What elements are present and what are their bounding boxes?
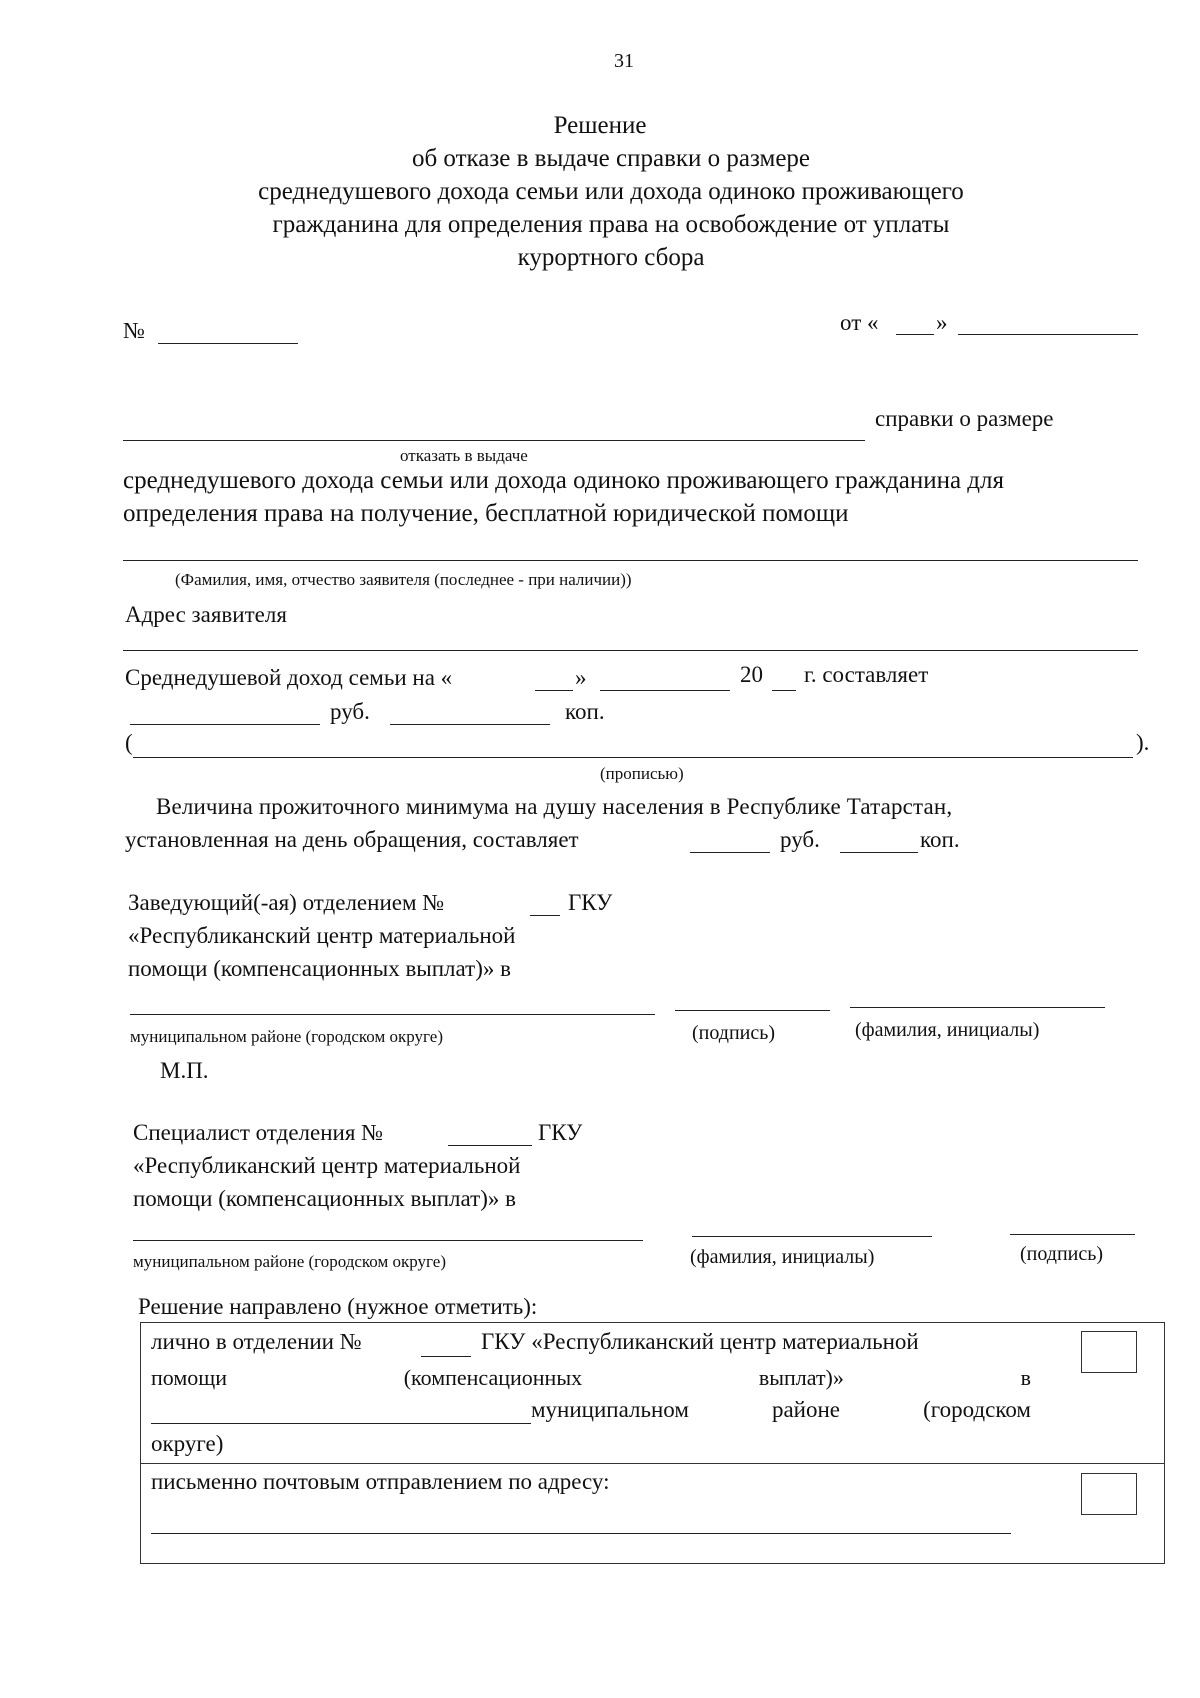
option1-line1: лично в отделении № — [151, 1329, 362, 1354]
option1-line2-word: в — [1020, 1365, 1031, 1390]
delivery-options-box — [140, 1322, 1165, 1564]
income-prefix: Среднедушевой доход семьи на « — [125, 665, 453, 690]
income-kop-field[interactable] — [390, 724, 550, 725]
option1-line2-word: помощи — [151, 1365, 227, 1390]
head-department-number-field[interactable] — [530, 915, 560, 916]
minimum-kop-label: коп. — [920, 827, 960, 852]
head-caption-district: муниципальном районе (городском округе) — [130, 1027, 443, 1046]
income-month-field[interactable] — [600, 690, 730, 691]
stamp-label: М.П. — [160, 1058, 209, 1083]
specialist-line1-prefix: Специалист отделения № — [133, 1120, 384, 1145]
income-day-field[interactable] — [535, 690, 573, 691]
address-label: Адрес заявителя — [125, 602, 287, 627]
specialist-sign-field[interactable] — [1010, 1234, 1135, 1235]
words-caption: (прописью) — [600, 764, 684, 783]
option1-line3-word: муниципальном — [531, 1397, 689, 1422]
title-line-3: среднедушевого дохода семьи или дохода одиноко проживающего — [258, 178, 964, 205]
head-line3: помощи (компенсационных выплат)» в — [128, 956, 511, 981]
specialist-line1-suffix: ГКУ — [538, 1120, 583, 1145]
refuse-field[interactable] — [123, 440, 865, 441]
number-field[interactable] — [158, 343, 298, 344]
option1-district-field[interactable] — [151, 1423, 531, 1424]
head-caption-name: (фамилия, инициалы) — [855, 1019, 1040, 1041]
income-kop-label: коп. — [565, 699, 605, 724]
option1-line3-word: (городском — [923, 1397, 1031, 1422]
option2-checkbox[interactable] — [1081, 1473, 1137, 1515]
head-name-field[interactable] — [850, 1007, 1105, 1008]
head-line1-suffix: ГКУ — [568, 890, 613, 915]
specialist-department-number-field[interactable] — [448, 1145, 532, 1146]
reference-tail: справки о размере — [875, 406, 1054, 431]
title-line-2: об отказе в выдаче справки о размере — [411, 145, 811, 172]
option1-department-number-field[interactable] — [421, 1356, 471, 1357]
minimum-line1: Величина прожиточного минимума на душу населения в Республике Татарстан, — [156, 794, 953, 819]
head-district-field[interactable] — [130, 1014, 655, 1015]
paren-open: ( — [125, 730, 133, 755]
page-number: 31 — [614, 50, 634, 72]
option1-line4: округе) — [151, 1431, 224, 1456]
option1-line2 — [151, 1365, 1031, 1391]
option1-line3-word: районе — [771, 1397, 841, 1422]
income-words-field[interactable] — [133, 757, 1133, 758]
number-label: № — [123, 318, 145, 343]
options-divider — [141, 1463, 1164, 1464]
option2-line1: письменно почтовым отправлением по адресу: — [151, 1469, 610, 1494]
income-mid: » — [575, 665, 587, 690]
fio-caption: (Фамилия, имя, отчество заявителя (последнее - при наличии)) — [175, 570, 632, 589]
specialist-line2: «Республиканский центр материальной — [133, 1153, 521, 1178]
specialist-caption-name: (фамилия, инициалы) — [690, 1246, 875, 1268]
title-line-1: Решение — [553, 112, 647, 139]
fio-field[interactable] — [123, 560, 1138, 561]
income-year: 20 — [740, 662, 763, 687]
address-field[interactable] — [123, 650, 1138, 651]
para1-line1: среднедушевого дохода семьи или дохода одиноко проживающего гражданина для — [123, 467, 1005, 494]
specialist-caption-sign: (подпись) — [1020, 1243, 1104, 1265]
para1-line2: определения права на получение, бесплатной юридической помощи — [123, 500, 849, 527]
document-title — [0, 112, 1200, 277]
minimum-line2: установленная на день обращения, составляет — [125, 827, 579, 852]
minimum-kop-field[interactable] — [840, 852, 918, 853]
option1-checkbox[interactable] — [1081, 1331, 1137, 1373]
minimum-rub-field[interactable] — [690, 852, 770, 853]
title-line-5: курортного сбора — [517, 244, 705, 271]
head-caption-sign: (подпись) — [692, 1022, 776, 1044]
specialist-name-field[interactable] — [692, 1236, 932, 1237]
title-line-4: гражданина для определения права на освобождение от уплаты — [272, 211, 950, 238]
income-rub-label: руб. — [330, 699, 370, 724]
option1-line3 — [531, 1397, 1031, 1423]
date-month-field[interactable] — [958, 334, 1138, 335]
delivery-heading: Решение направлено (нужное отметить): — [138, 1294, 538, 1319]
date-day-field[interactable] — [896, 334, 934, 335]
income-suffix: г. составляет — [804, 662, 929, 687]
income-year-field[interactable] — [772, 690, 796, 691]
option1-line2-word: выплат)» — [758, 1365, 844, 1390]
head-line2: «Республиканский центр материальной — [128, 923, 516, 948]
head-sign-field[interactable] — [675, 1010, 830, 1011]
minimum-rub-label: руб. — [780, 827, 820, 852]
head-line1-prefix: Заведующий(-ая) отделением № — [128, 890, 445, 915]
date-mid: » — [936, 310, 948, 335]
specialist-line3: помощи (компенсационных выплат)» в — [133, 1186, 516, 1211]
option1-line2-word: (компенсационных — [403, 1365, 583, 1390]
option1-line1-suffix: ГКУ «Республиканский центр материальной — [481, 1329, 919, 1354]
paren-close: ). — [1136, 730, 1150, 755]
refuse-caption: отказать в выдаче — [400, 446, 528, 465]
income-rub-field[interactable] — [130, 724, 320, 725]
option2-address-field[interactable] — [151, 1533, 1011, 1534]
date-label: от « — [840, 310, 879, 335]
specialist-district-field[interactable] — [133, 1240, 643, 1241]
specialist-caption-district: муниципальном районе (городском округе) — [133, 1252, 446, 1271]
